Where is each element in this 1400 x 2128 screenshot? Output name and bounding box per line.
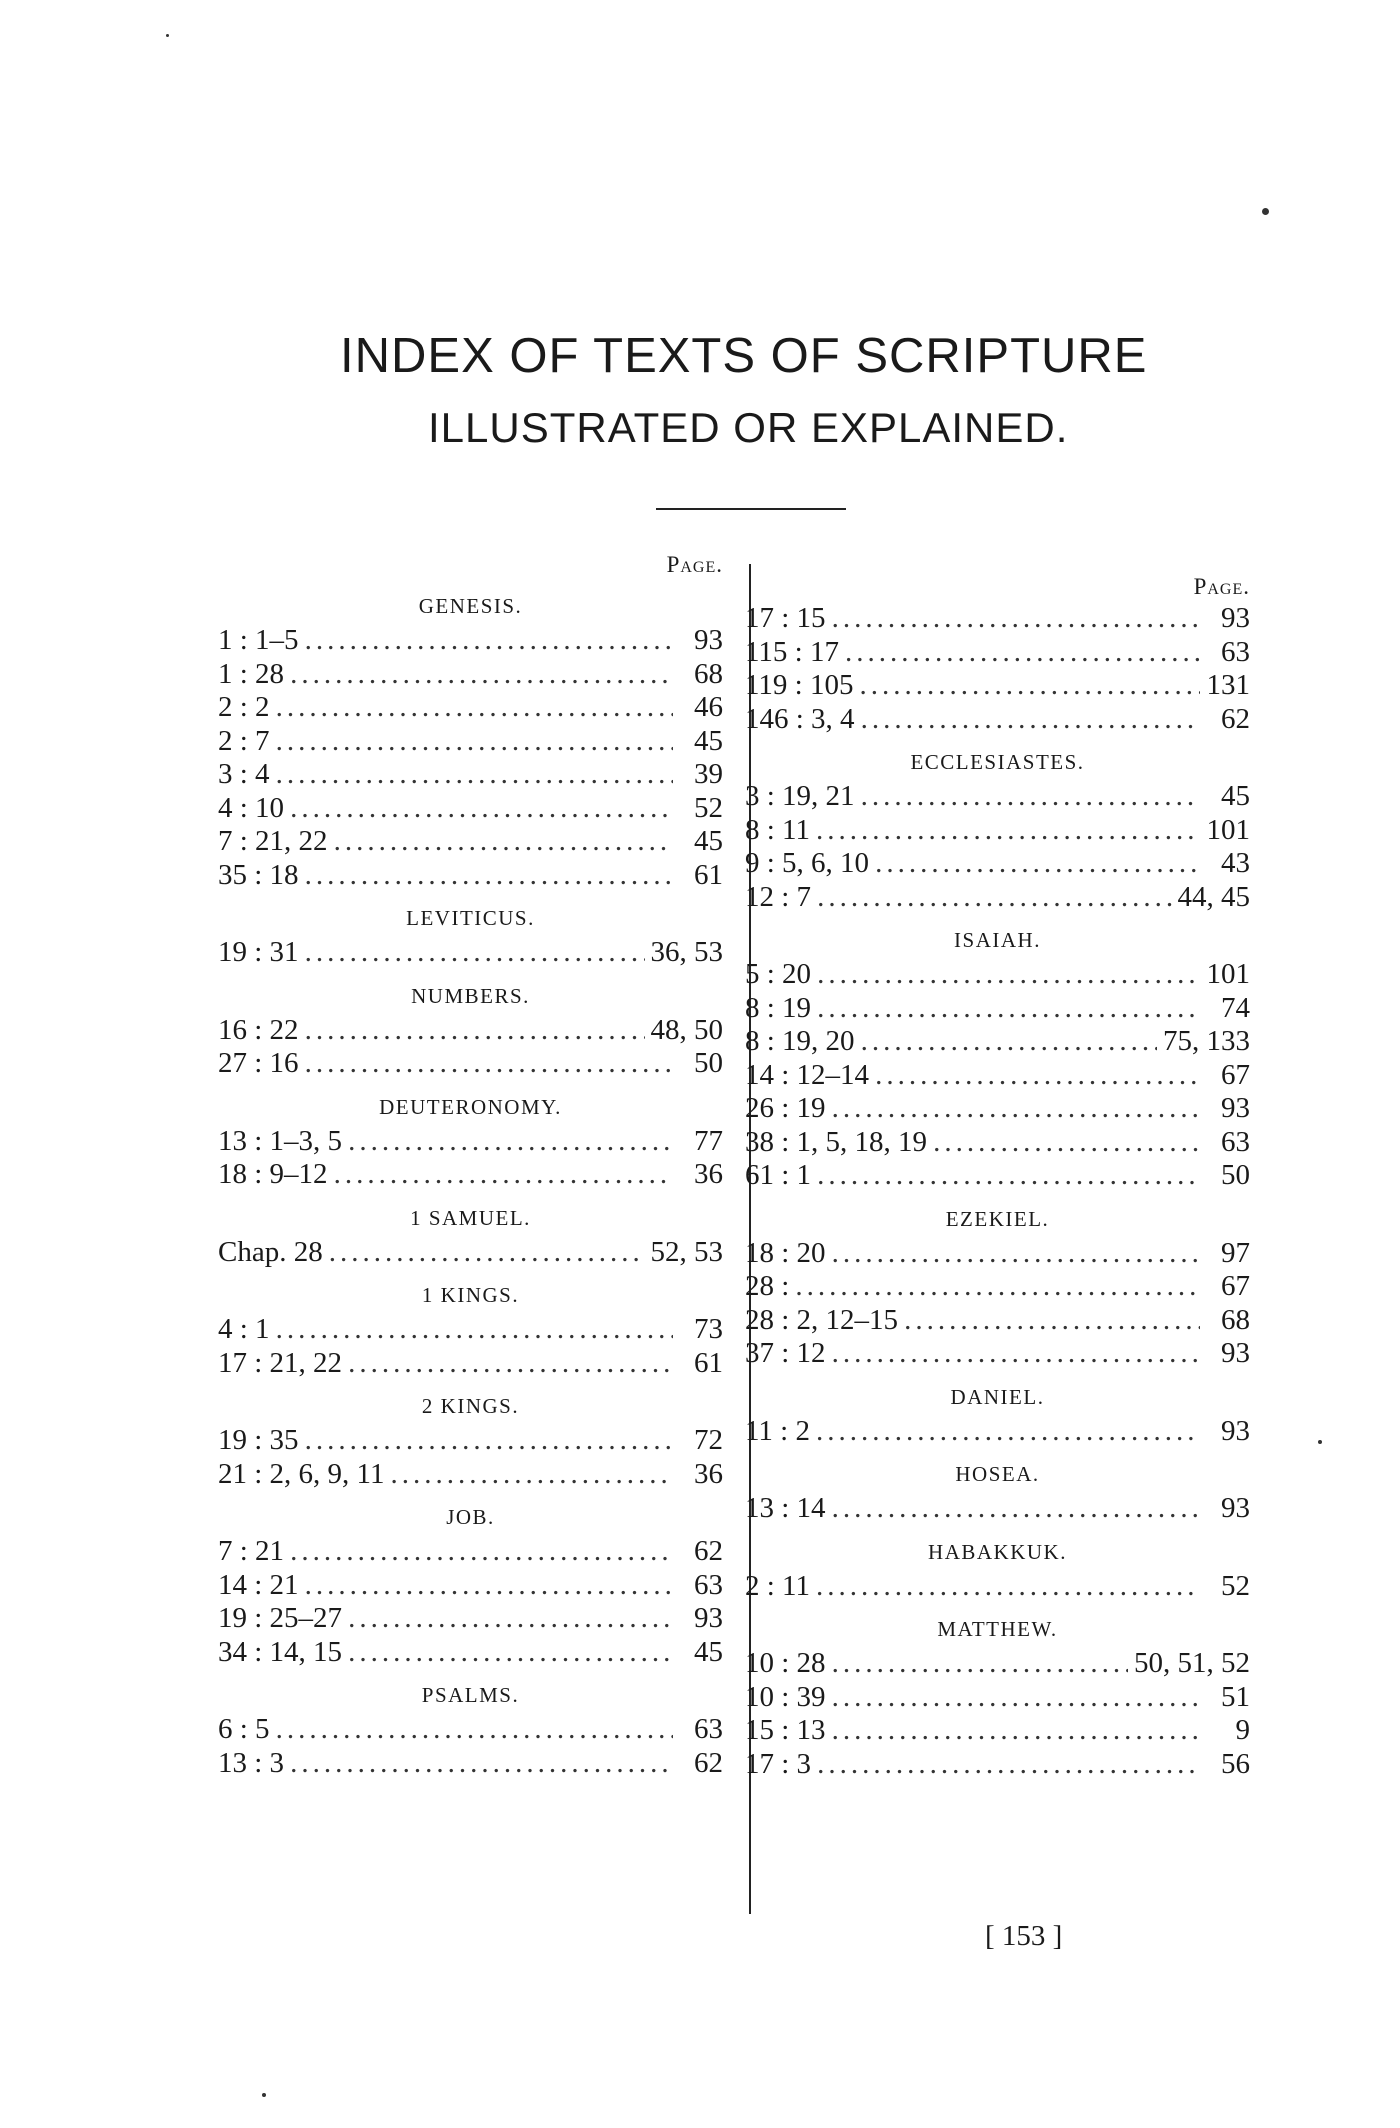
dot-leader [817,958,1200,992]
page-reference: 67 [1221,1270,1250,1302]
index-section [218,1499,723,1669]
dot-leader [334,1158,673,1192]
index-entry [745,1647,1250,1681]
page-reference: 63 [694,1568,723,1601]
index-entry [745,1092,1250,1126]
verse-reference: 15 : 13 [745,1714,826,1746]
dot-leader [832,1092,1200,1126]
index-entry [745,881,1250,915]
index-entry [745,1025,1250,1059]
page-reference: 62 [1221,702,1250,735]
index-entry [218,1158,723,1192]
page-reference: 93 [1221,1092,1250,1124]
book-heading: 2 KINGS. [421,1394,520,1418]
title-rule [656,508,846,510]
page-reference: 36 [694,1158,723,1190]
dot-leader [832,1681,1200,1715]
page-reference: 62 [694,1746,723,1779]
index-entry [745,1270,1250,1304]
book-heading: PSALMS. [421,1683,520,1707]
dot-leader [933,1126,1200,1160]
verse-reference: 4 : 1 [218,1313,270,1345]
index-entry [218,1458,723,1492]
page-reference: 77 [694,1124,723,1157]
dot-leader [276,725,673,759]
page-reference: 93 [1221,1492,1250,1524]
index-entry [218,1014,723,1048]
verse-reference: 19 : 31 [218,936,299,968]
verse-reference: 8 : 19, 20 [745,1025,855,1057]
dot-leader [861,703,1200,737]
right-column [745,550,1250,1789]
index-entry [218,1347,723,1381]
verse-reference: 37 : 12 [745,1337,826,1369]
index-entry [218,825,723,859]
verse-reference: 61 : 1 [745,1159,812,1191]
page-reference: 52 [694,791,723,824]
page-column-header: Page. [1193,574,1250,599]
page-reference: 67 [1221,1058,1250,1091]
index-entry [218,1569,723,1603]
page-reference: 73 [694,1313,723,1345]
index-entry [218,1424,723,1458]
page-reference: 36, 53 [650,936,723,968]
verse-reference: 14 : 12–14 [745,1058,870,1091]
verse-reference: 18 : 20 [745,1236,826,1269]
page-reference: 68 [1221,1303,1250,1336]
verse-reference: 19 : 35 [218,1424,299,1456]
index-section [745,744,1250,914]
page-reference: 63 [1221,1125,1250,1158]
dot-leader [845,636,1200,670]
verse-reference: 5 : 20 [745,958,812,990]
book-heading: ECCLESIASTES. [910,750,1085,774]
book-heading: NUMBERS. [411,983,530,1008]
dot-leader [875,847,1200,881]
dot-leader [305,1014,645,1048]
index-entry [218,792,723,826]
index-entry [745,602,1250,636]
index-section [218,1677,723,1780]
page-reference: 63 [1221,635,1250,668]
index-entry [745,1714,1250,1748]
dot-leader [276,1713,673,1747]
verse-reference: 17 : 3 [745,1747,812,1780]
verse-reference: 28 : 2, 12–15 [745,1303,899,1336]
index-section [745,922,1250,1193]
dot-leader [305,624,673,658]
index-entry [745,636,1250,670]
book-heading: 1 KINGS. [421,1283,520,1307]
book-heading: MATTHEW. [937,1617,1058,1641]
page-reference: 93 [1221,1414,1250,1447]
dot-leader [832,1492,1200,1526]
index-entry [745,1415,1250,1449]
verse-reference: 7 : 21 [218,1535,285,1567]
page-reference: 72 [694,1424,723,1456]
page-reference: 61 [694,1346,723,1379]
dot-leader [904,1304,1200,1338]
page-reference: 52 [1221,1569,1250,1602]
dot-leader [875,1059,1200,1093]
verse-reference: 18 : 9–12 [218,1158,328,1190]
book-heading: GENESIS. [418,594,523,618]
index-entry [745,669,1250,703]
page-reference: 45 [694,1635,723,1668]
index-entry [745,1237,1250,1271]
dot-leader [816,1415,1200,1449]
index-section [218,1277,723,1380]
index-entry [745,1126,1250,1160]
dot-leader [276,758,673,792]
dot-leader [817,992,1200,1026]
page-reference: 51 [1221,1680,1250,1713]
verse-reference: 11 : 2 [745,1414,810,1447]
verse-reference: 9 : 5, 6, 10 [745,847,870,879]
index-entry [745,1337,1250,1371]
dot-leader [832,1714,1200,1748]
index-entry [218,936,723,970]
index-entry [745,992,1250,1026]
page-reference: 61 [694,858,723,891]
page-reference: 36 [694,1457,723,1490]
verse-reference: 146 : 3, 4 [745,702,855,735]
book-heading: LEVITICUS. [406,906,535,930]
dot-leader [390,1458,673,1492]
index-entry [745,814,1250,848]
index-section [218,588,723,892]
book-heading: ISAIAH. [954,928,1041,952]
verse-reference: 21 : 2, 6, 9, 11 [218,1457,385,1490]
page-reference: 63 [694,1713,723,1745]
index-entry [745,1492,1250,1526]
dot-leader [305,1569,673,1603]
index-entry [218,1313,723,1347]
dot-leader [305,936,645,970]
index-section [218,1200,723,1270]
index-entry [218,1713,723,1747]
index-entry [745,847,1250,881]
dot-leader [348,1347,673,1381]
index-entry [218,1535,723,1569]
index-section [218,1388,723,1491]
page-reference: 62 [694,1535,723,1567]
dot-leader [348,1602,673,1636]
verse-reference: 34 : 14, 15 [218,1635,343,1668]
index-entry [218,1602,723,1636]
page-reference: 44, 45 [1177,880,1250,913]
verse-reference: 2 : 11 [745,1569,810,1602]
verse-reference: 1 : 28 [218,657,285,690]
page-reference: 74 [1221,991,1250,1024]
book-heading: JOB. [446,1505,495,1529]
index-entry [745,1681,1250,1715]
dot-leader [334,825,673,859]
page-reference: 52, 53 [650,1235,723,1268]
index-entry [745,1304,1250,1338]
verse-reference: 2 : 2 [218,691,270,723]
index-entry [745,780,1250,814]
page-reference: 50, 51, 52 [1134,1647,1250,1679]
verse-reference: 115 : 17 [745,635,839,668]
page-reference: 68 [694,657,723,690]
dot-leader [861,780,1200,814]
index-section [745,602,1250,736]
dot-leader [859,669,1200,703]
verse-reference: 26 : 19 [745,1092,826,1124]
page-reference: 93 [694,1602,723,1634]
dot-leader [276,691,673,725]
page-reference: 93 [1221,1337,1250,1369]
index-entry [218,658,723,692]
index-entry [218,758,723,792]
page-reference: 48, 50 [650,1013,723,1046]
index-entry [218,1636,723,1670]
page-reference: 101 [1206,813,1250,846]
page-reference: 43 [1221,847,1250,879]
verse-reference: 16 : 22 [218,1013,299,1046]
verse-reference: 19 : 25–27 [218,1602,343,1634]
index-entry [218,624,723,658]
index-section [218,900,723,970]
verse-reference: 3 : 4 [218,758,270,790]
dot-leader [290,792,673,826]
verse-reference: 13 : 3 [218,1746,285,1779]
index-entry [745,1159,1250,1193]
verse-reference: 27 : 16 [218,1047,299,1079]
dot-leader [861,1025,1157,1059]
index-section [218,978,723,1081]
verse-reference: 35 : 18 [218,858,299,891]
verse-reference: 28 : [745,1270,790,1302]
index-entry [218,1125,723,1159]
index-section [745,1379,1250,1449]
index-section [745,1611,1250,1781]
verse-reference: 17 : 21, 22 [218,1346,343,1379]
book-heading: HOSEA. [955,1462,1040,1486]
page-subtitle: ILLUSTRATED OR EXPLAINED. [428,404,1069,451]
page-reference: 9 [1235,1714,1250,1746]
page-number: [ 153 ] [985,1920,1063,1952]
right-index-sections [745,602,1250,1781]
book-heading: 1 SAMUEL. [410,1205,531,1230]
verse-reference: 3 : 19, 21 [745,780,855,812]
index-entry [218,725,723,759]
page-reference: 101 [1206,958,1250,990]
verse-reference: 13 : 14 [745,1492,826,1524]
page-reference: 39 [694,758,723,790]
index-entry [218,1047,723,1081]
verse-reference: 38 : 1, 5, 18, 19 [745,1125,928,1158]
index-entry [745,703,1250,737]
dot-leader [290,1535,673,1569]
dot-leader [817,1159,1200,1193]
index-entry [218,691,723,725]
dot-leader [276,1313,673,1347]
verse-reference: 119 : 105 [745,669,854,701]
verse-reference: Chap. 28 [218,1235,323,1268]
dot-leader [817,881,1171,915]
page-reference: 45 [694,724,723,757]
index-entry [745,1059,1250,1093]
left-column [218,550,723,1788]
page-reference: 56 [1221,1747,1250,1780]
index-entry [745,1748,1250,1782]
page-reference: 93 [694,624,723,656]
dot-leader [832,1337,1200,1371]
dot-leader [832,1647,1128,1681]
book-heading: DANIEL. [950,1384,1045,1409]
print-speck [262,2093,266,2097]
dot-leader [816,1570,1200,1604]
left-index-sections [218,588,723,1780]
dot-leader [832,602,1200,636]
dot-leader [795,1270,1200,1304]
verse-reference: 8 : 19 [745,991,812,1024]
dot-leader [832,1237,1200,1271]
dot-leader [290,1747,673,1781]
dot-leader [305,1047,673,1081]
dot-leader [817,1748,1200,1782]
page-reference: 45 [694,825,723,857]
index-entry [218,1747,723,1781]
page-reference: 97 [1221,1236,1250,1269]
page-title: INDEX OF TEXTS OF SCRIPTURE [340,329,1148,383]
page-column-header: Page. [666,552,723,577]
dot-leader [305,859,673,893]
dot-leader [290,658,673,692]
verse-reference: 14 : 21 [218,1568,299,1601]
dot-leader [305,1424,673,1458]
book-heading: DEUTERONOMY. [379,1094,562,1119]
dot-leader [348,1636,673,1670]
verse-reference: 7 : 21, 22 [218,825,328,857]
verse-reference: 4 : 10 [218,791,285,824]
print-speck [1262,208,1269,215]
page-reference: 131 [1206,669,1250,701]
dot-leader [348,1125,673,1159]
index-section [218,1089,723,1192]
page-reference: 75, 133 [1163,1025,1250,1057]
verse-reference: 2 : 7 [218,724,270,757]
index-entry [218,1236,723,1270]
page-reference: 50 [694,1047,723,1079]
page-reference: 93 [1221,602,1250,634]
verse-reference: 17 : 15 [745,602,826,634]
dot-leader [816,814,1200,848]
index-section [745,1456,1250,1526]
page-reference: 50 [1221,1159,1250,1191]
verse-reference: 12 : 7 [745,880,812,913]
verse-reference: 6 : 5 [218,1713,270,1745]
index-section [745,1201,1250,1371]
verse-reference: 13 : 1–3, 5 [218,1124,343,1157]
print-speck [1318,1440,1322,1444]
page-reference: 45 [1221,780,1250,812]
verse-reference: 10 : 39 [745,1680,826,1713]
index-entry [218,859,723,893]
page-reference: 46 [694,691,723,723]
dot-leader [329,1236,645,1270]
book-heading: EZEKIEL. [945,1206,1050,1231]
index-section [745,1534,1250,1604]
verse-reference: 1 : 1–5 [218,624,299,656]
verse-reference: 8 : 11 [745,813,810,846]
book-heading: HABAKKUK. [928,1539,1067,1564]
index-entry [745,1570,1250,1604]
verse-reference: 10 : 28 [745,1647,826,1679]
index-entry [745,958,1250,992]
print-speck [166,34,169,37]
